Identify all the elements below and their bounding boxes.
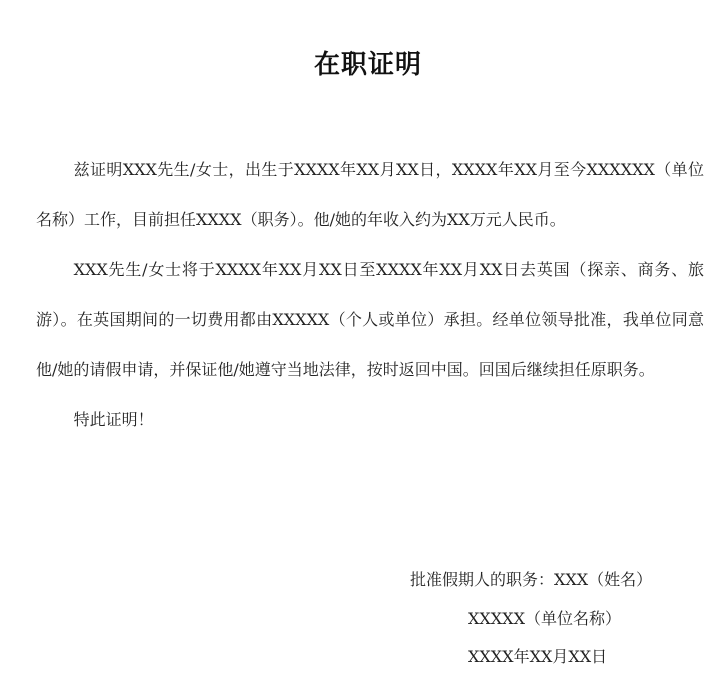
paragraph-travel: XXX先生/女士将于XXXX年XX月XX日至XXXX年XX月XX日去英国（探亲、商务、旅游）。在英国期间的一切费用都由XXXXX（个人或单位）承担。经单位领导批准，我单位同意他/她的请假申请，并保证他/她遵守当地法律，按时返回中国。回国后继续担任原职务。	[36, 260, 704, 379]
signature-approver: 批准假期人的职务：XXX（姓名）	[410, 570, 653, 589]
paragraph-employment: 兹证明XXX先生/女士，出生于XXXX年XX月XX日，XXXX年XX月至今XXXXXX（单位名称）工作，目前担任XXXX（职务）。他/她的年收入约为XX万元人民币。	[36, 160, 704, 229]
signature-date: XXXX年XX月XX日	[468, 647, 608, 666]
paragraph-closing: 特此证明！	[73, 410, 154, 429]
document-body	[36, 145, 704, 445]
document-title: 在职证明	[313, 50, 422, 80]
signature-organization: XXXXX（单位名称）	[468, 609, 621, 628]
